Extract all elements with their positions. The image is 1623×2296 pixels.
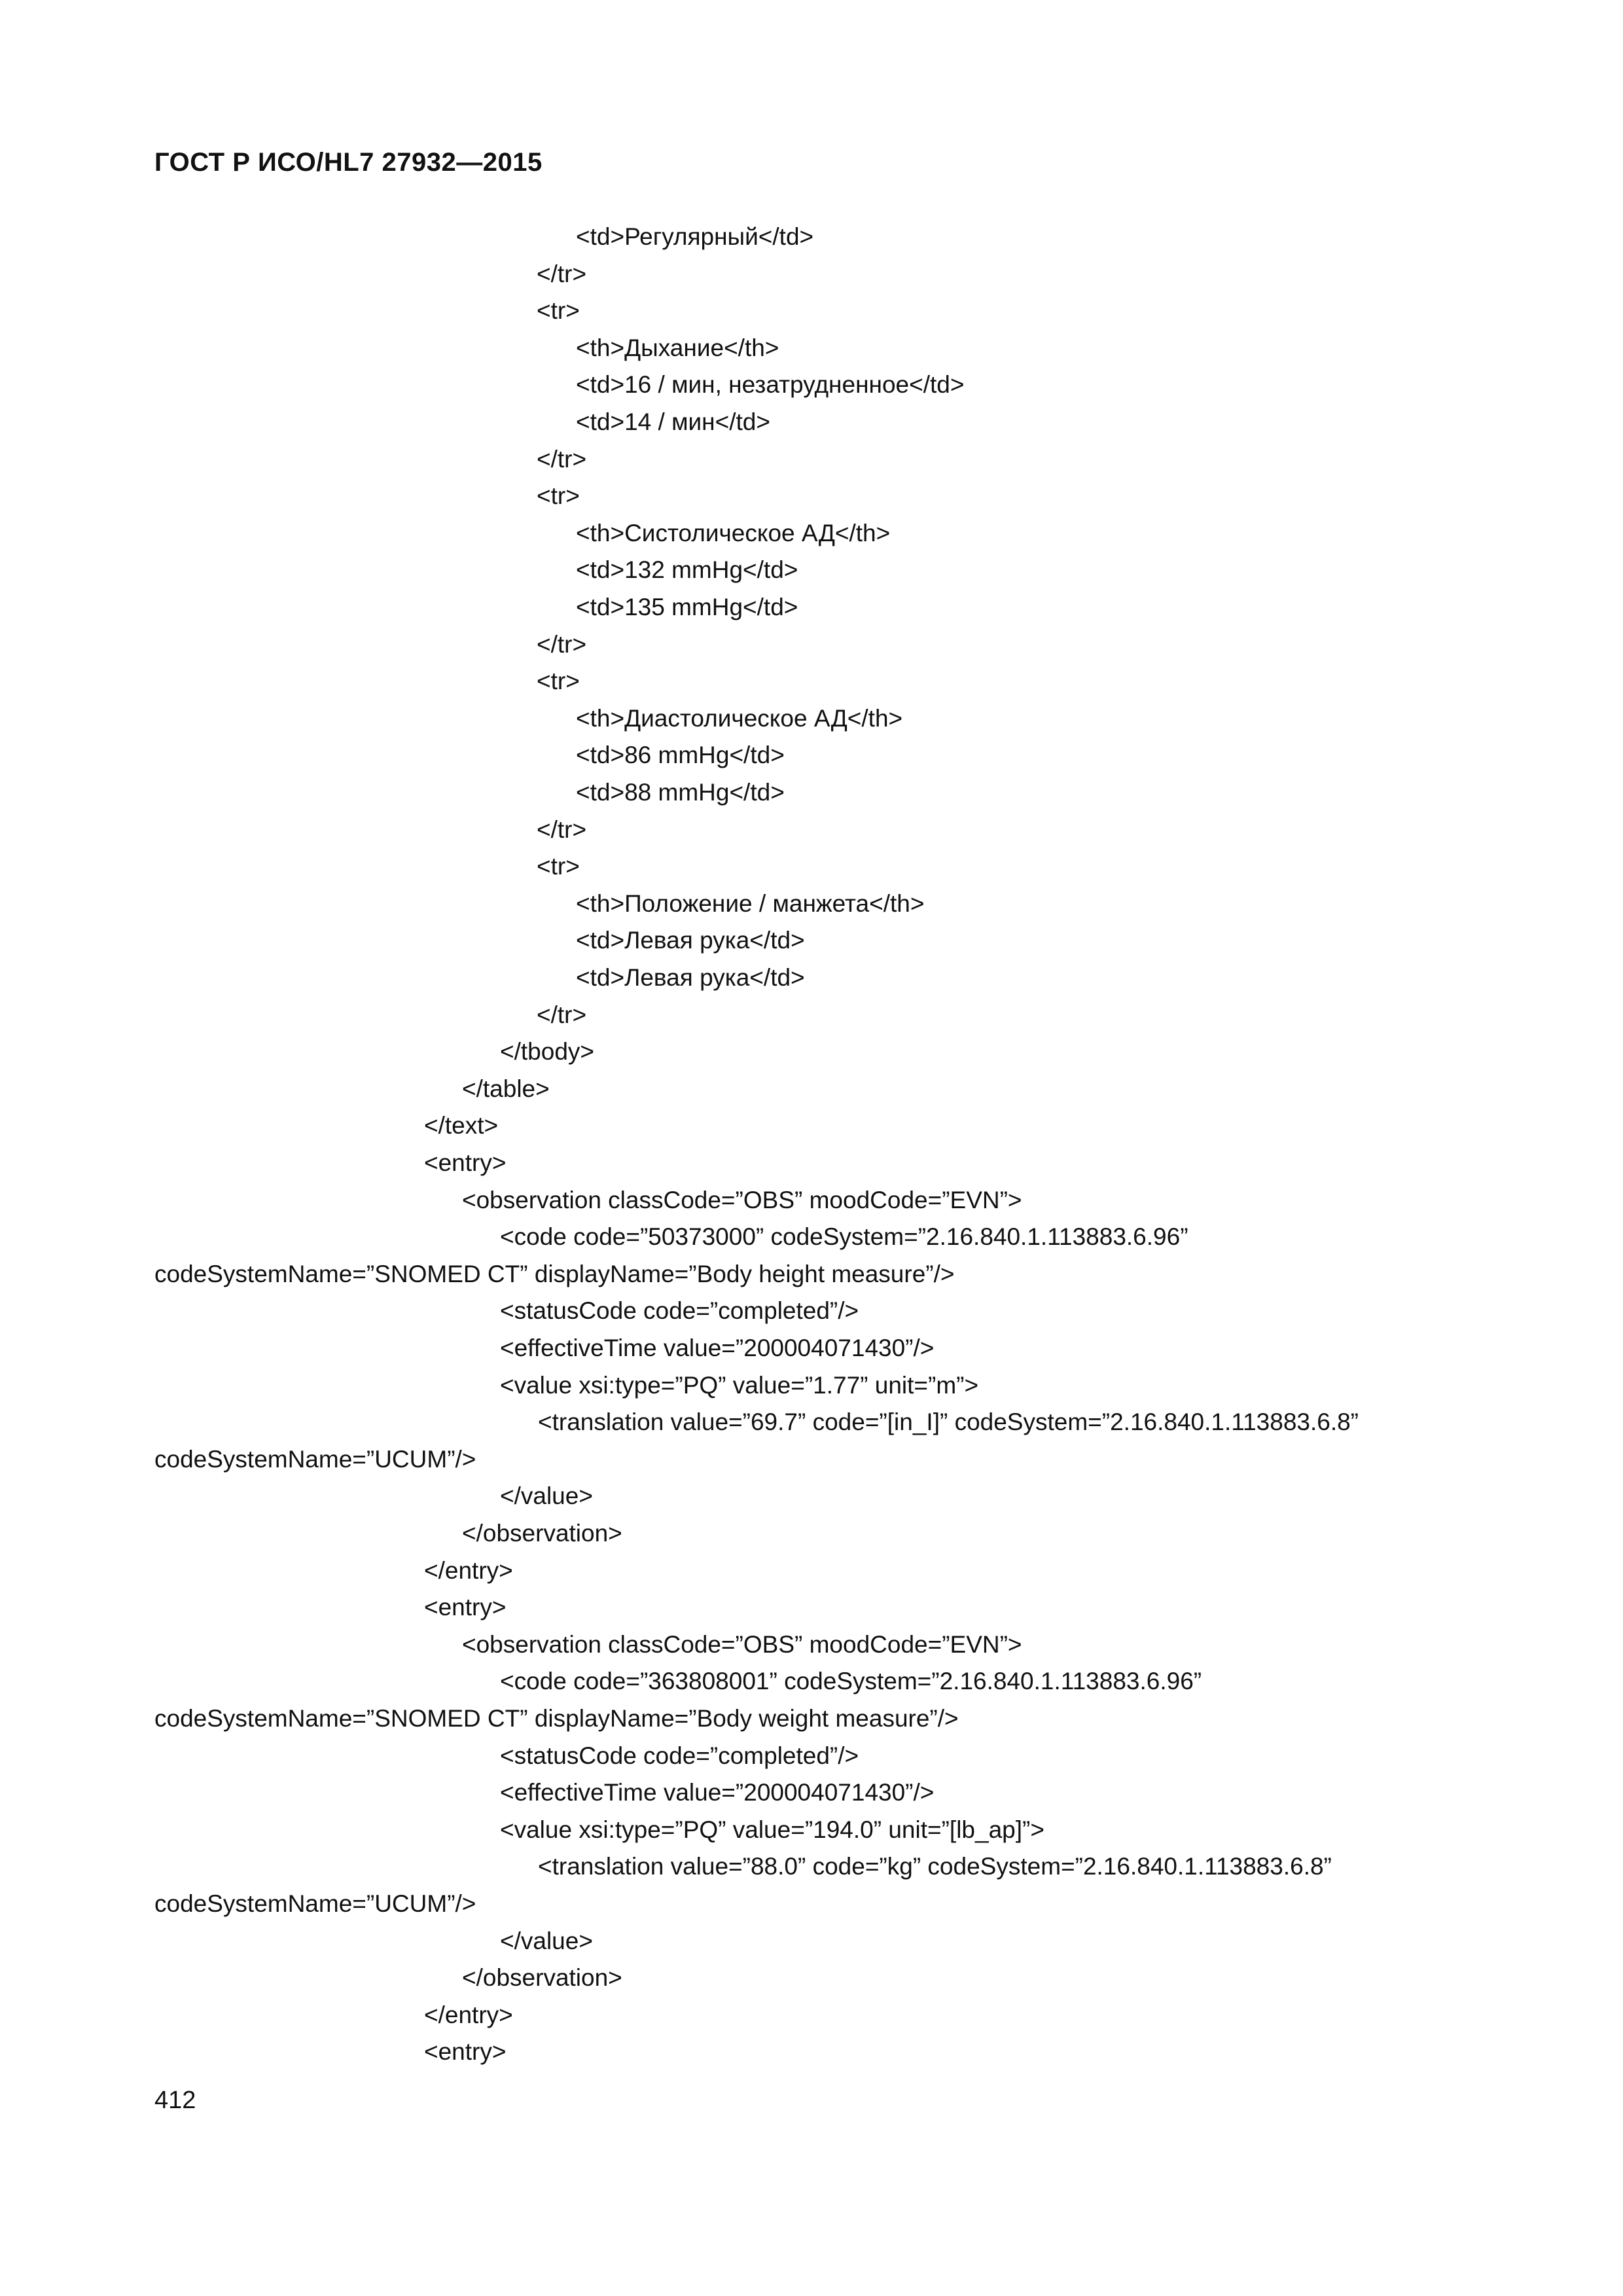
page-number: 412 <box>154 2087 196 2114</box>
code-line: <td>Регулярный</td> <box>576 223 814 250</box>
code-line: <code code=”363808001” codeSystem=”2.16.840.1.113883.6.96” <box>500 1668 1202 1695</box>
code-line: <value xsi:type=”PQ” value=”194.0” unit=”[lb_ap]”> <box>500 1816 1044 1843</box>
code-line: <entry> <box>424 2038 507 2066</box>
code-line: </tr> <box>537 260 587 287</box>
code-line: <entry> <box>424 1594 507 1621</box>
code-line: <translation value=”69.7” code=”[in_I]” codeSystem=”2.16.840.1.113883.6.8” <box>538 1408 1359 1436</box>
code-line: <translation value=”88.0” code=”kg” codeSystem=”2.16.840.1.113883.6.8” <box>538 1853 1332 1880</box>
code-line: </table> <box>462 1075 550 1102</box>
code-line: </tr> <box>537 1001 587 1028</box>
code-line: codeSystemName=”SNOMED CT” displayName=”Body height measure”/> <box>154 1260 955 1287</box>
code-line: </tr> <box>537 445 587 473</box>
code-line: <statusCode code=”completed”/> <box>500 1742 859 1769</box>
code-line: <statusCode code=”completed”/> <box>500 1297 859 1325</box>
code-line: <value xsi:type=”PQ” value=”1.77” unit=”m”> <box>500 1371 979 1399</box>
code-line: </tr> <box>537 816 587 843</box>
code-line: </observation> <box>462 1520 622 1547</box>
code-line: </value> <box>500 1927 593 1954</box>
document-header: ГОСТ Р ИСО/HL7 27932—2015 <box>154 148 543 177</box>
code-line: <td>132 mmHg</td> <box>576 556 798 584</box>
code-line: <td>88 mmHg</td> <box>576 779 785 806</box>
code-line: </entry> <box>424 1556 513 1584</box>
code-line: <td>16 / мин, незатрудненное</td> <box>576 371 965 399</box>
code-line: <th>Диастолическое АД</th> <box>576 704 903 732</box>
code-line: <th>Дыхание</th> <box>576 334 779 361</box>
code-line: <td>Левая рука</td> <box>576 964 805 991</box>
code-line: <th>Положение / манжета</th> <box>576 889 925 917</box>
code-line: <tr> <box>537 668 580 695</box>
code-line: <tr> <box>537 482 580 510</box>
code-line: </value> <box>500 1482 593 1510</box>
code-line: codeSystemName=”UCUM”/> <box>154 1890 476 1917</box>
code-line: <tr> <box>537 297 580 325</box>
code-line: <th>Систолическое АД</th> <box>576 519 891 547</box>
code-line: </entry> <box>424 2001 513 2028</box>
code-line: codeSystemName=”UCUM”/> <box>154 1445 476 1473</box>
code-line: <effectiveTime value=”200004071430”/> <box>500 1335 935 1361</box>
code-line: <code code=”50373000” codeSystem=”2.16.840.1.113883.6.96” <box>500 1223 1188 1251</box>
code-line: </text> <box>424 1112 499 1139</box>
code-line: <effectiveTime value=”200004071430”/> <box>500 1779 935 1806</box>
code-line: </observation> <box>462 1964 622 1992</box>
code-line: <entry> <box>424 1149 507 1176</box>
code-line: <td>14 / мин</td> <box>576 408 770 435</box>
code-line: codeSystemName=”SNOMED CT” displayName=”Body weight measure”/> <box>154 1705 959 1732</box>
code-line: <td>135 mmHg</td> <box>576 594 798 620</box>
code-line: <td>86 mmHg</td> <box>576 742 785 769</box>
code-line: <tr> <box>537 853 580 880</box>
code-line: </tr> <box>537 630 587 658</box>
code-line: </tbody> <box>500 1038 595 1066</box>
code-line: <observation classCode=”OBS” moodCode=”EVN”> <box>462 1630 1022 1658</box>
code-line: <observation classCode=”OBS” moodCode=”EVN”> <box>462 1186 1022 1213</box>
code-line: <td>Левая рука</td> <box>576 927 805 954</box>
